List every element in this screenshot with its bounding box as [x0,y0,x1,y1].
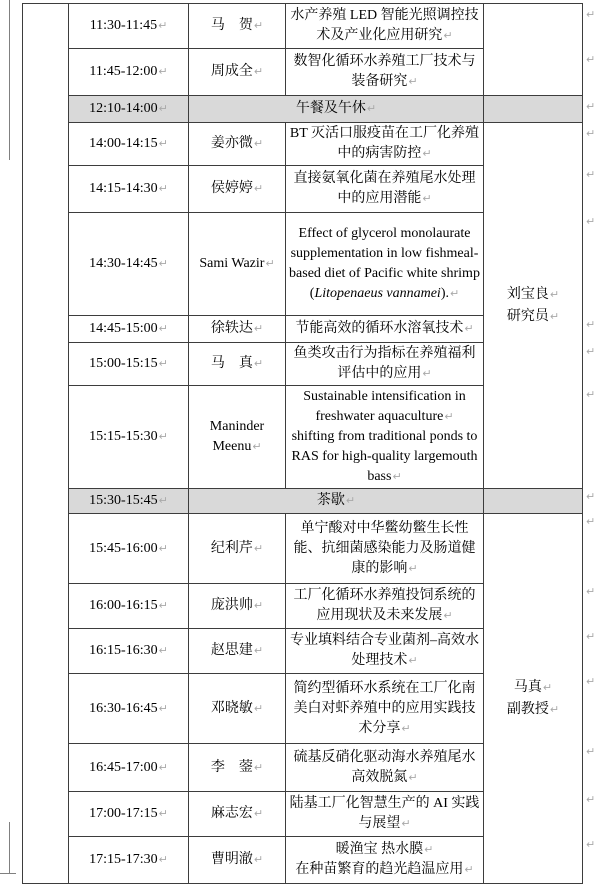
speaker-cell [189,213,286,316]
row-end-mark: ↵ [586,345,596,358]
speaker-name: 姜亦微 [210,136,253,151]
talk-title-cell [286,514,484,584]
talk-title-cell [286,744,484,792]
session-chair-line [487,677,579,699]
line-break-mark: ↵ [542,680,553,694]
time-cell [69,674,189,744]
time-label: 15:45-16:00 [89,540,158,556]
session-chair-text: 刘宝良 [506,286,549,302]
session-chair-text: 副教授 [506,701,549,717]
speaker-name: 李 蓥 [210,759,253,775]
break-label-cell [189,96,484,123]
time-cell [69,123,189,166]
time-cell [69,213,189,316]
line-break-mark: ↵ [345,494,356,507]
talk-title-text: 在种苗繁育的趋光趋温应用 [295,862,464,877]
talk-title-cell [286,674,484,744]
talk-title-line [289,124,480,164]
line-break-mark: ↵ [158,430,168,443]
session-chair-cell [484,514,583,884]
time-label: 14:30-14:45 [89,256,158,271]
speaker-name: 赵思建 [210,643,253,658]
talk-title-line [289,427,480,487]
speaker-cell [189,792,286,837]
page-boundary-left-bottom [9,822,10,873]
speaker-name: 徐轶达 [210,321,253,336]
left-margin-cell [23,4,69,884]
line-break-mark: ↵ [408,770,418,784]
time-cell [69,489,189,514]
speaker-cell [189,316,286,343]
line-break-mark: ↵ [158,494,168,507]
time-label: 14:45-15:00 [89,321,158,336]
line-break-mark: ↵ [253,322,264,335]
line-break-mark: ↵ [158,257,168,270]
line-break-mark: ↵ [158,65,168,78]
talk-row [23,123,583,166]
talk-title-line [289,169,480,209]
speaker-name: Sami Wazir [199,256,265,271]
speaker-name: 庞洪帅 [210,598,253,613]
break-row [23,489,583,514]
time-cell [69,514,189,584]
line-break-mark: ↵ [253,644,264,657]
speaker-cell [189,837,286,884]
line-break-mark: ↵ [253,357,264,370]
row-end-mark: ↵ [586,585,596,598]
talk-title-line [289,52,480,92]
talk-row [23,4,583,49]
line-break-mark: ↵ [401,721,411,735]
row-end-mark: ↵ [586,318,596,331]
line-break-mark: ↵ [464,322,474,335]
speaker-cell [189,4,286,49]
time-cell [69,744,189,792]
break-label: 午餐及午休 [295,101,366,116]
speaker-name: 麻志宏 [210,806,253,821]
session-chair-cell [484,4,583,96]
talk-title-line [289,860,480,880]
row-end-mark: ↵ [586,793,596,806]
speaker-cell [189,514,286,584]
time-label: 17:15-17:30 [89,852,158,867]
line-break-mark: ↵ [253,701,264,715]
talk-title-text: 数智化循环水养殖工厂技术与装备研究 [293,54,476,89]
line-break-mark: ↵ [158,19,168,32]
talk-title-cell [286,584,484,629]
time-label: 16:00-16:15 [89,598,158,613]
talk-title-line [289,387,480,427]
row-end-mark: ↵ [586,490,596,503]
talk-title-cell [286,343,484,386]
speaker-name: 周成全 [210,64,253,79]
row-end-mark: ↵ [586,215,596,228]
speaker-cell [189,744,286,792]
time-cell [69,4,189,49]
schedule-table-body [23,4,583,884]
line-break-mark: ↵ [549,702,560,716]
line-break-mark: ↵ [253,853,264,866]
speaker-cell [189,584,286,629]
session-chair-text: 马真 [513,679,542,695]
row-end-mark: ↵ [586,515,596,528]
row-end-mark: ↵ [586,630,596,643]
time-label: 16:30-16:45 [89,700,158,716]
talk-title-line [289,794,480,834]
talk-title-line [289,319,480,339]
line-break-mark: ↵ [549,287,560,301]
time-cell [69,96,189,123]
talk-title-line [289,6,480,46]
talk-title-text: ). [440,286,449,301]
talk-title-text: 直接氨氧化菌在养殖尾水处理中的应用潜能 [293,171,476,206]
talk-title-text: 专业填料结合专业菌剂–高效水处理技术 [290,633,479,668]
row-end-mark: ↵ [586,838,596,851]
line-break-mark: ↵ [158,644,168,657]
time-label: 14:15-14:30 [89,181,158,196]
break-label-cell [189,489,484,514]
line-break-mark: ↵ [253,137,264,150]
row-end-mark: ↵ [586,168,596,181]
page-boundary-bottom [0,873,16,874]
speaker-cell [189,386,286,489]
talk-title-text: Sustainable intensification in freshwater aquaculture [303,389,466,424]
talk-title-line [289,679,480,739]
line-break-mark: ↵ [253,541,264,555]
talk-title-cell [286,123,484,166]
speaker-cell [189,343,286,386]
line-break-mark: ↵ [408,654,418,667]
break-row [23,96,583,123]
session-chair-text: 研究员 [506,308,549,324]
row-end-mark: ↵ [586,8,596,21]
talk-title-text: 简约型循环水系统在工厂化南美白对虾养殖中的应用实践技术分享 [293,680,476,736]
line-break-mark: ↵ [158,807,168,820]
time-cell [69,792,189,837]
time-label: 14:00-14:15 [89,136,158,151]
line-break-mark: ↵ [424,843,434,856]
line-break-mark: ↵ [158,357,168,370]
row-end-mark: ↵ [586,53,596,66]
talk-title-cell [286,792,484,837]
break-label: 茶歇 [316,493,345,508]
time-label: 12:10-14:00 [89,101,158,116]
line-break-mark: ↵ [253,760,264,774]
talk-title-line [289,519,480,579]
time-cell [69,629,189,674]
line-break-mark: ↵ [265,257,275,270]
speaker-name: Maninder Meenu [209,419,265,454]
line-break-mark: ↵ [253,182,264,195]
talk-row [23,514,583,584]
break-chair-cell [484,96,583,123]
line-break-mark: ↵ [422,192,432,205]
speaker-name: 曹明澈 [210,852,253,867]
time-cell [69,316,189,343]
row-end-mark: ↵ [586,100,596,113]
time-label: 16:15-16:30 [89,643,158,658]
talk-title-text: 单宁酸对中华鳖幼鳖生长性能、抗细菌感染能力及肠道健康的影响 [293,520,476,576]
talk-title-text: Effect of glycerol monolaurate supplementation in low fishmeal-based diet of Pacific white shrimp ( [289,226,480,301]
session-chair-line [487,306,579,328]
speaker-cell [189,629,286,674]
time-label: 16:45-17:00 [89,759,158,775]
time-cell [69,166,189,213]
line-break-mark: ↵ [158,701,168,715]
speaker-cell [189,674,286,744]
speaker-name: 邓晓敏 [210,700,253,716]
time-cell [69,49,189,96]
talk-title-line [289,344,480,384]
line-break-mark: ↵ [422,367,432,380]
talk-title-cell [286,166,484,213]
talk-title-text: 暖渔宝 热水膜 [335,842,424,857]
row-end-mark: ↵ [586,127,596,140]
line-break-mark: ↵ [158,182,168,195]
row-end-mark: ↵ [586,675,596,688]
talk-title-text: 水产养殖 LED 智能光照调控技术及产业化应用研究 [290,8,479,43]
line-break-mark: ↵ [443,609,453,622]
line-break-mark: ↵ [253,65,264,78]
time-label: 15:30-15:45 [89,493,158,508]
speaker-name: 马 贺 [210,18,253,33]
talk-title-line [289,631,480,671]
talk-title-text: 硫基反硝化驱动海水养殖尾水高效脱氮 [293,749,476,785]
line-break-mark: ↵ [253,599,264,612]
session-chair-line [487,699,579,721]
speaker-cell [189,123,286,166]
line-break-mark: ↵ [158,102,168,115]
talk-title-cell [286,4,484,49]
line-break-mark: ↵ [450,287,460,300]
line-break-mark: ↵ [549,309,560,323]
line-break-mark: ↵ [158,322,168,335]
line-break-mark: ↵ [443,29,453,42]
speaker-name: 马 真 [210,356,253,371]
line-break-mark: ↵ [158,760,168,774]
talk-title-text: 工厂化循环水养殖投饲系统的应用现状及未来发展 [293,588,476,623]
speaker-name: 纪利芹 [210,540,253,556]
talk-title-cell [286,629,484,674]
talk-title-text: 鱼类攻击行为指标在养殖福利评估中的应用 [293,346,476,381]
line-break-mark: ↵ [408,561,418,575]
talk-title-cell [286,386,484,489]
talk-title-text: 节能高效的循环水溶氧技术 [295,321,464,336]
talk-title-latin-name: Litopenaeus vannamei [314,286,441,301]
time-cell [69,584,189,629]
line-break-mark: ↵ [444,410,454,423]
line-break-mark: ↵ [158,853,168,866]
talk-title-cell [286,837,484,884]
line-break-mark: ↵ [408,75,418,88]
break-chair-cell [484,489,583,514]
talk-title-line [289,748,480,788]
time-cell [69,343,189,386]
schedule-table [22,3,583,884]
speaker-name: 侯婷婷 [210,181,253,196]
time-label: 17:00-17:15 [89,806,158,821]
time-label: 11:45-12:00 [89,64,158,79]
line-break-mark: ↵ [401,817,411,830]
time-cell [69,837,189,884]
talk-title-line [289,586,480,626]
line-break-mark: ↵ [366,102,377,115]
line-break-mark: ↵ [158,599,168,612]
time-label: 11:30-11:45 [89,18,158,33]
line-break-mark: ↵ [253,807,264,820]
session-chair-line [487,284,579,306]
talk-title-text: shifting from traditional ponds to RAS for high-quality largemouth bass [291,429,478,484]
line-break-mark: ↵ [158,137,168,150]
talk-title-cell [286,213,484,316]
talk-title-text: BT 灭活口服疫苗在工厂化养殖中的病害防控 [289,126,480,161]
line-break-mark: ↵ [252,440,262,453]
speaker-cell [189,49,286,96]
session-chair-cell [484,123,583,489]
time-label: 15:15-15:30 [89,429,158,444]
line-break-mark: ↵ [422,147,432,160]
time-label: 15:00-15:15 [89,356,158,371]
talk-title-line [289,840,480,860]
line-break-mark: ↵ [464,863,474,876]
talk-title-cell [286,316,484,343]
speaker-cell [189,166,286,213]
line-break-mark: ↵ [253,19,264,32]
page-boundary-left-top [9,0,10,160]
talk-title-text: 陆基工厂化智慧生产的 AI 实践与展望 [289,796,480,831]
row-end-mark: ↵ [586,745,596,758]
line-break-mark: ↵ [392,470,402,483]
row-end-mark: ↵ [586,388,596,401]
line-break-mark: ↵ [158,541,168,555]
time-cell [69,386,189,489]
talk-title-cell [286,49,484,96]
